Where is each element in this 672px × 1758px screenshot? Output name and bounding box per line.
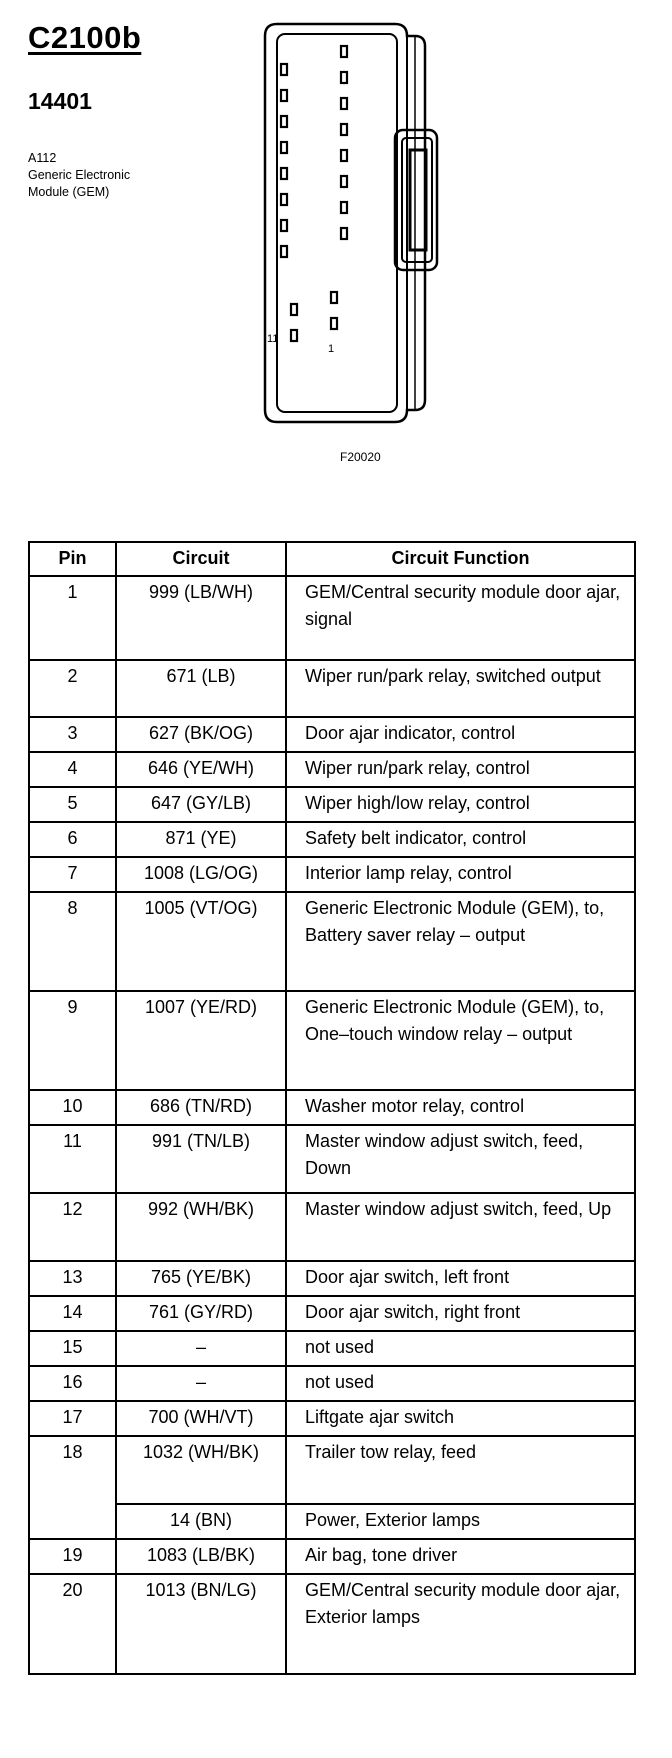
circuit-cell: 1007 (YE/RD) xyxy=(116,991,286,1090)
pin-cavity xyxy=(341,202,347,213)
description-line: A112 xyxy=(28,151,57,165)
function-cell: GEM/Central security module door ajar, signal xyxy=(286,576,635,660)
function-cell: Washer motor relay, control xyxy=(286,1090,635,1125)
table-row xyxy=(29,576,635,660)
pin-cell: 11 xyxy=(29,1125,116,1193)
pin-cell: 18 xyxy=(29,1436,116,1539)
table-row xyxy=(29,1261,635,1296)
part-number: 14401 xyxy=(28,88,92,114)
function-cell: Generic Electronic Module (GEM), to, One–touch window relay – output xyxy=(286,991,635,1090)
table-row xyxy=(29,991,635,1090)
circuit-cell: 627 (BK/OG) xyxy=(116,717,286,752)
circuit-cell: 700 (WH/VT) xyxy=(116,1401,286,1436)
locking-tab-window xyxy=(410,150,426,250)
description-line: Module (GEM) xyxy=(28,185,110,199)
function-cell: GEM/Central security module door ajar, Exterior lamps xyxy=(286,1574,635,1674)
function-cell: Generic Electronic Module (GEM), to, Battery saver relay – output xyxy=(286,892,635,991)
circuit-cell: 765 (YE/BK) xyxy=(116,1261,286,1296)
circuit-cell: 1032 (WH/BK) xyxy=(116,1436,286,1504)
pin-cavity xyxy=(291,330,297,341)
component-description xyxy=(28,150,130,201)
pin-cavity xyxy=(341,176,347,187)
pin-label-11: 11 xyxy=(267,333,279,345)
pin-cell: 19 xyxy=(29,1539,116,1574)
circuit-cell: 14 (BN) xyxy=(116,1504,286,1539)
pin-cell: 20 xyxy=(29,1574,116,1674)
pin-cavity xyxy=(281,194,287,205)
pin-cell: 13 xyxy=(29,1261,116,1296)
circuit-cell: 647 (GY/LB) xyxy=(116,787,286,822)
table-row xyxy=(29,857,635,892)
header-pin: Pin xyxy=(29,542,116,576)
circuit-cell: 871 (YE) xyxy=(116,822,286,857)
table-row xyxy=(29,1366,635,1401)
circuit-cell: 686 (TN/RD) xyxy=(116,1090,286,1125)
function-cell: Door ajar switch, left front xyxy=(286,1261,635,1296)
pin-cavity xyxy=(341,124,347,135)
table-row xyxy=(29,1574,635,1674)
circuit-cell: 671 (LB) xyxy=(116,660,286,717)
pin-cavity xyxy=(341,98,347,109)
pin-cavity xyxy=(341,46,347,57)
function-cell: Master window adjust switch, feed, Down xyxy=(286,1125,635,1193)
connector-face-diagram xyxy=(255,20,495,430)
header-circuit-function: Circuit Function xyxy=(286,542,635,576)
circuit-cell: 646 (YE/WH) xyxy=(116,752,286,787)
circuit-cell: 991 (TN/LB) xyxy=(116,1125,286,1193)
pin-cell: 3 xyxy=(29,717,116,752)
function-cell: Wiper high/low relay, control xyxy=(286,787,635,822)
pin-cavity xyxy=(341,228,347,239)
pin-cavity xyxy=(281,116,287,127)
table-row xyxy=(29,1296,635,1331)
table-row xyxy=(29,1125,635,1193)
table-row xyxy=(29,787,635,822)
circuit-cell: 1013 (BN/LG) xyxy=(116,1574,286,1674)
table-header-row xyxy=(29,542,635,576)
pin-label-1: 1 xyxy=(328,343,335,355)
pin-cavity xyxy=(281,168,287,179)
pin-cavity xyxy=(341,72,347,83)
pin-cell: 17 xyxy=(29,1401,116,1436)
circuit-cell: 1083 (LB/BK) xyxy=(116,1539,286,1574)
table-row xyxy=(29,660,635,717)
function-cell: not used xyxy=(286,1331,635,1366)
table-row xyxy=(29,1401,635,1436)
pin-cell: 2 xyxy=(29,660,116,717)
connector-id: C2100b xyxy=(28,20,142,55)
circuit-cell: 992 (WH/BK) xyxy=(116,1193,286,1261)
connector-face xyxy=(277,34,397,412)
pin-cell: 15 xyxy=(29,1331,116,1366)
function-cell: Door ajar switch, right front xyxy=(286,1296,635,1331)
pin-cell: 6 xyxy=(29,822,116,857)
table-row xyxy=(29,1193,635,1261)
pin-cell: 5 xyxy=(29,787,116,822)
circuit-cell: – xyxy=(116,1366,286,1401)
header-circuit: Circuit xyxy=(116,542,286,576)
pin-cavity xyxy=(281,220,287,231)
pin-cell: 7 xyxy=(29,857,116,892)
pin-cavity xyxy=(331,318,337,329)
pin-cavity xyxy=(331,292,337,303)
table-row xyxy=(29,1090,635,1125)
function-cell: Liftgate ajar switch xyxy=(286,1401,635,1436)
pin-cell: 10 xyxy=(29,1090,116,1125)
table-row xyxy=(29,717,635,752)
table-row xyxy=(29,1539,635,1574)
pin-cavity xyxy=(281,142,287,153)
function-cell: Door ajar indicator, control xyxy=(286,717,635,752)
function-cell: not used xyxy=(286,1366,635,1401)
pin-cavity xyxy=(291,304,297,315)
function-cell: Safety belt indicator, control xyxy=(286,822,635,857)
circuit-cell: 761 (GY/RD) xyxy=(116,1296,286,1331)
table-row xyxy=(29,822,635,857)
function-cell: Interior lamp relay, control xyxy=(286,857,635,892)
pin-cavity xyxy=(281,64,287,75)
circuit-cell: 1005 (VT/OG) xyxy=(116,892,286,991)
pin-cavity xyxy=(341,150,347,161)
circuit-cell: 999 (LB/WH) xyxy=(116,576,286,660)
pin-cell: 1 xyxy=(29,576,116,660)
table-row xyxy=(29,1504,635,1539)
pin-cell: 4 xyxy=(29,752,116,787)
table-row xyxy=(29,752,635,787)
function-cell: Wiper run/park relay, switched output xyxy=(286,660,635,717)
pin-cavity xyxy=(281,246,287,257)
table-row xyxy=(29,1331,635,1366)
function-cell: Wiper run/park relay, control xyxy=(286,752,635,787)
pin-cell: 16 xyxy=(29,1366,116,1401)
figure-id: F20020 xyxy=(340,450,381,464)
pin-cavity xyxy=(281,90,287,101)
pin-cell: 12 xyxy=(29,1193,116,1261)
circuit-cell: – xyxy=(116,1331,286,1366)
function-cell: Trailer tow relay, feed xyxy=(286,1436,635,1504)
table-row xyxy=(29,1436,635,1504)
table-row xyxy=(29,892,635,991)
function-cell: Power, Exterior lamps xyxy=(286,1504,635,1539)
pin-cell: 8 xyxy=(29,892,116,991)
pin-cell: 14 xyxy=(29,1296,116,1331)
description-line: Generic Electronic xyxy=(28,168,131,182)
pin-cell: 9 xyxy=(29,991,116,1090)
function-cell: Air bag, tone driver xyxy=(286,1539,635,1574)
pinout-table xyxy=(28,541,636,1675)
circuit-cell: 1008 (LG/OG) xyxy=(116,857,286,892)
function-cell: Master window adjust switch, feed, Up xyxy=(286,1193,635,1261)
